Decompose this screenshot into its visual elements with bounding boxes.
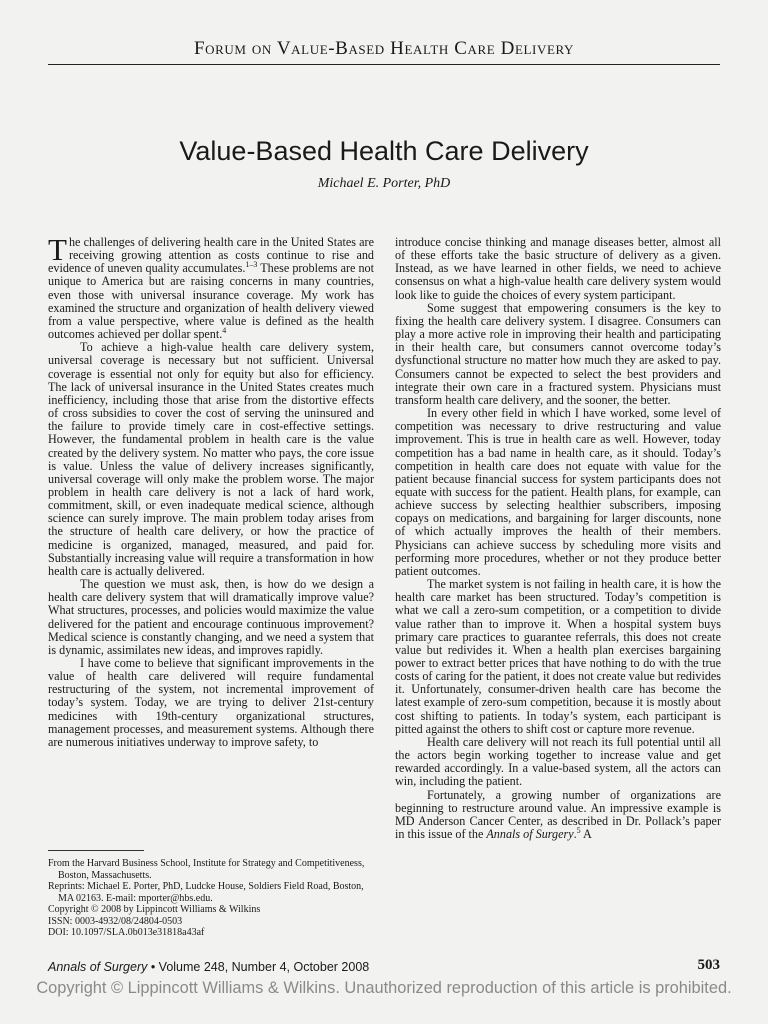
paragraph: The market system is not failing in health care, it is how the health care market has been structured. Today’s competition is what we call a zero-sum competition, or a competition to divide value rather than to improve it. When a hospital system buys primary care practices to guarantee referrals, this does not create value but redivides it. When a health plan exercises bargaining power to extract better prices that have nothing to do with the true costs of caring for the patient, it does not create value but redivides it. Unfortunately, consumer-driven health care has become the latest example of zero-sum competition, because it is mostly about cost shifting to patients. In today’s system, each participant is pitted against the others to shift cost or capture more revenue. [395,577,722,736]
paragraph: I have come to believe that significant improvements in the value of health care delivered will require fundamental restructuring of the system, not incremental improvement of today’s system. Today, we are trying to deliver 21st-century medicines with 19th-century organizational structures, management processes, and measurement systems. Although there are numerous initiatives underway to improve safety, to [48,656,374,749]
left-column [48,232,374,749]
article-author: Michael E. Porter, PhD [317,176,451,191]
citation-ref: 4 [222,326,227,336]
paragraph [48,232,374,342]
paragraph: Some suggest that empowering consumers is the key to fixing the health care delivery system. I disagree. Consumers can play a more active role in improving their health and participating in their health care, but consumers cannot overcome today’s dysfunctional structure no matter how much they are asked to pay. Consumers cannot be expected to select the best providers and integrate their own care in a fractured system. Physicians must transform health care delivery, and the sooner, the better. [395,300,721,407]
journal-name: Annals of Surgery [486,827,574,842]
footer-citation [48,960,369,974]
footnote-issn: ISSN: 0003-4932/08/24804-0503 [48,915,183,927]
article-title: Value-Based Health Care Delivery [179,136,589,167]
footnote-copyright: Copyright © 2008 by Lippincott Williams & Wilkins [48,904,261,915]
paragraph [395,789,721,842]
paragraph-text: . [573,827,577,842]
footnote-rule [48,850,144,851]
copyright-banner: Copyright © Lippincott Williams & Wilkins. Unauthorized reproduction of this article is prohibited. [36,979,732,997]
citation-ref: 1–3 [245,260,258,270]
drop-cap: T [48,232,67,267]
paragraph: Health care delivery will not reach its full potential until all the actors begin working together to increase value and get rewarded accordingly. In a value-based system, all the actors can win, including the patient. [395,734,721,789]
paragraph: introduce concise thinking and manage diseases better, almost all of these efforts take the basic structure of delivery as a given. Instead, as we have learned in other fields, we need to achieve consensus on what a high-value health care delivery system would look like to guide the choices of every system participant. [395,235,721,302]
paragraph: To achieve a high-value health care delivery system, universal coverage is necessary but not sufficient. Universal coverage is essential not only for equity but also for efficiency. The lack of universal insurance in the United States creates much inefficiency, including those that arise from the distortive effects of cross subsidies to cover the cost of serving the uninsured and the failure to provide timely care in cost-effective settings. However, the fundamental problem in health care is the value created by the delivery system. No matter who pays, the core issue is value. Unless the value of delivery increases significantly, universal coverage will only make the problem worse. The major problem in health care delivery is not a lack of hard work, commitment, skill, or even inadequate medical science, although science can surely improve. The main problem today arises from the structure of health care delivery, or how the practice of medicine is organized, managed, measured, and paid for. Substantially increasing value will require a transformation in how health care is actually delivered. [48,340,374,578]
right-column [395,236,721,841]
footnote-affiliation: From the Harvard Business School, Institute for Strategy and Competitiveness, Boston, Massachusetts. [48,858,365,881]
footnotes [48,858,374,939]
header-rule [48,64,720,65]
footnote-reprints: Reprints: Michael E. Porter, PhD, Ludcke House, Soldiers Field Road, Boston, MA 02163. E-mail: mporter@hbs.edu. [48,881,364,904]
citation-ref: 5 [576,826,581,836]
footnote-doi: DOI: 10.1097/SLA.0b013e31818a43af [48,927,205,938]
page-number: 503 [697,957,720,973]
paragraph: In every other field in which I have worked, some level of competition was necessary to drive restructuring and value improvement. This is true in health care as well. However, today competition has a bad name in health care, as it should. Today’s competition in health care does not equate with value for the patient because financial success for system participants does not equate with success for the patient. Health plans, for example, can achieve success by selecting healthier subscribers, imposing copays on medications, and bargaining for larger discounts, none of which actually improves the health of their members. Physicians can achieve success by scheduling more visits and performing more procedures, whether or not they produce better patient outcomes. [395,406,721,578]
paragraph-text: Fortunately, a growing number of organizations are beginning to restructure around value. An impressive example is MD Anderson Cancer Center, as described in Dr. Pollack’s paper in this issue of the [395,787,721,842]
paragraph-text: A [580,827,592,842]
footer-journal-name: Annals of Surgery [48,960,148,974]
footer-issue: • Volume 248, Number 4, October 2008 [147,960,370,974]
section-header: Forum on Value-Based Health Care Delivery [193,38,575,59]
paragraph: The question we must ask, then, is how do we design a health care delivery system that will dramatically improve value? What structures, processes, and policies would maximize the value delivered for the patient and encourage continuous improvement? Medical science is constantly changing, and we need a system that is dynamic, assimilates new ideas, and improves rapidly. [48,577,374,657]
paragraph-text: he challenges of delivering health care in the United States are receiving growing attention as costs continue to rise and evidence of uneven quality accumulates. [48,235,374,276]
paragraph-text: These problems are not unique to America but are raising concerns in many countries, even those with universal insurance coverage. My work has examined the structure and organization of health delivery viewed from a value perspective, where value is defined as the health outcomes achieved per dollar spent. [48,261,374,342]
